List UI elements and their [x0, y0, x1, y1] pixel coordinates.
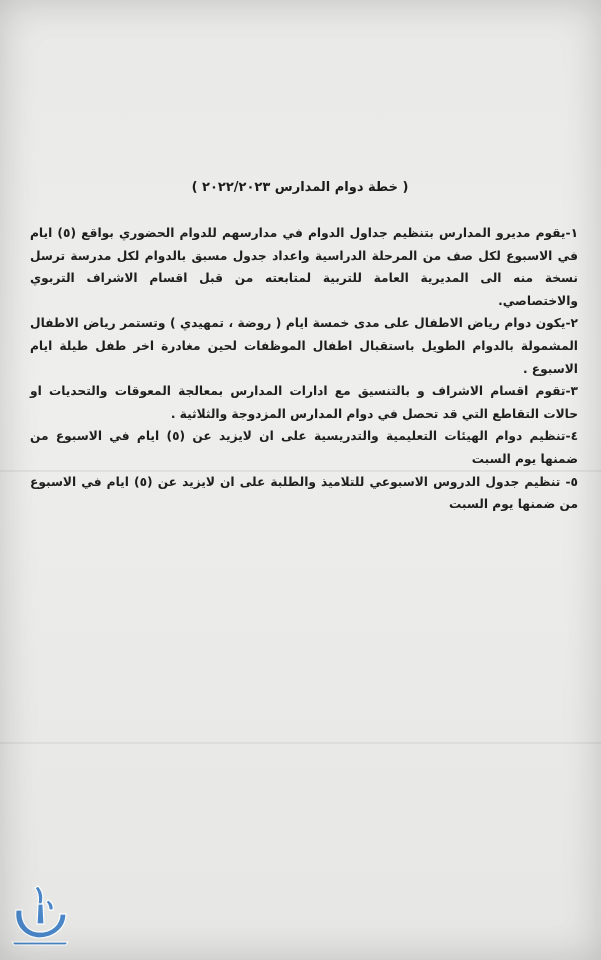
paragraph-2: ٢-يكون دوام رياض الاطفال على مدى خمسة ايام ( روضة ، تمهيدي ) وتستمر رياض الاطفال المشمولة بالدوام الطويل باستقبال اطفال الموظفات لحين مغادرة اخر طفل طيلة ايام الاسبوع . — [30, 316, 578, 376]
newspaper-logo-icon — [8, 880, 72, 946]
paper-fold-line — [0, 742, 601, 744]
paragraph-5: ٥- تنظيم جدول الدروس الاسبوعي للتلاميذ والطلبة على ان لايزيد عن (٥) ايام في الاسبوع من ضمنها يوم السبت — [30, 474, 578, 512]
paragraph-4: ٤-تنظيم دوام الهيئات التعليمية والتدريسية على ان لايزيد عن (٥) ايام في الاسبوع من ضمنها يوم السبت — [30, 429, 579, 466]
paragraph-1: ١-يقوم مديرو المدارس بتنظيم جداول الدوام في مدارسهم للدوام الحضوري بواقع (٥) ايام في الاسبوع لكل صف من المرحلة الدراسية واعداد جدول مسبق بالدوام لكل مدرسة ترسل نسخة منه الى المديرية العامة للتربية لمتابعته من قبل اقسام الاشراف التربوي والاختصاصي. — [30, 226, 579, 308]
document-body — [30, 222, 578, 516]
paragraph-3: ٣-تقوم اقسام الاشراف و بالتنسيق مع ادارات المدارس بمعالجة المعوقات والتحديات او حالات التقاطع التي قد تحصل في دوام المدارس المزدوجة والثلاثية . — [30, 384, 578, 421]
document-title: ( خطة دوام المدارس ٢٠٢٢/٢٠٢٣ ) — [191, 180, 409, 195]
